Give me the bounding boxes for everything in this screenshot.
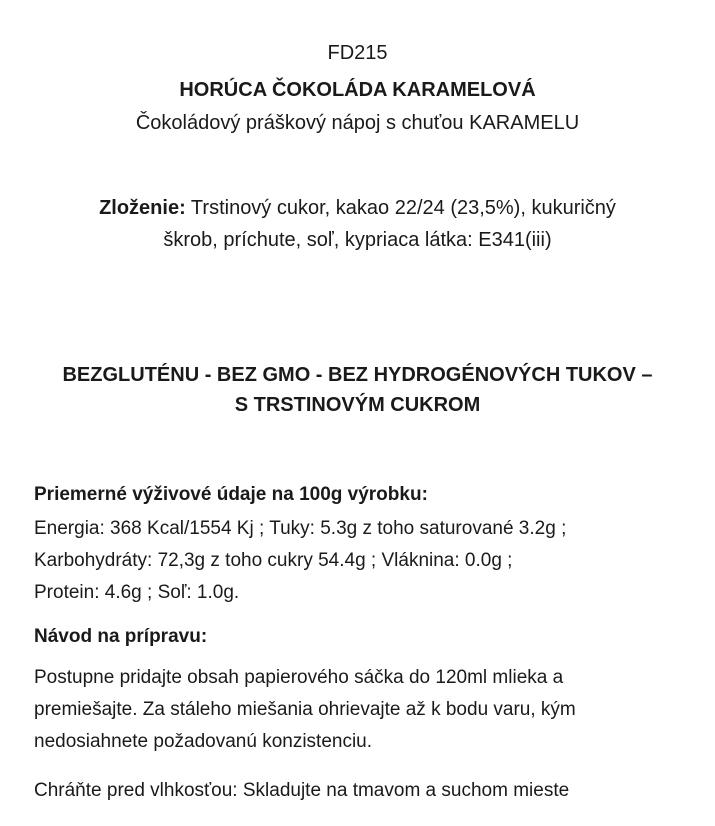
composition-line-1 (60, 192, 655, 224)
nutrition-line: Protein: 4.6g ; Soľ: 1.0g. (34, 582, 240, 603)
preparation-line: nedosiahnete požadovanú konzistenciu. (34, 731, 373, 752)
composition-text-2: škrob, príchute, soľ, kypriaca látka: E341(iii) (163, 229, 552, 251)
nutrition-heading: Priemerné výživové údaje na 100g výrobku: (34, 484, 428, 505)
claims-section (0, 360, 715, 420)
nutrition-line: Karbohydráty: 72,3g z toho cukry 54.4g ; Vláknina: 0.0g ; (34, 550, 513, 571)
storage-instructions: Chráňte pred vlhkosťou: Skladujte na tmavom a suchom mieste (34, 780, 570, 801)
claims-line-2: S TRSTINOVÝM CUKROM (234, 394, 481, 416)
product-code: FD215 (327, 42, 388, 64)
composition-section (0, 192, 715, 256)
preparation-heading: Návod na prípravu: (34, 626, 208, 647)
product-subtitle: Čokoládový práškový nápoj s chuťou KARAMELU (135, 112, 580, 134)
composition-label: Zloženie: (99, 197, 186, 219)
composition-text-1: Trstinový cukor, kakao 22/24 (23,5%), kukuričný (185, 197, 616, 219)
preparation-line: premiešajte. Za stáleho miešania ohrievajte až k bodu varu, kým (34, 699, 576, 720)
preparation-section (34, 662, 694, 758)
claims-line-1: BEZGLUTÉNU - BEZ GMO - BEZ HYDROGÉNOVÝCH TUKOV – (62, 364, 653, 386)
preparation-line: Postupne pridajte obsah papierového sáčka do 120ml mlieka a (34, 667, 564, 688)
nutrition-section (34, 513, 694, 609)
nutrition-line: Energia: 368 Kcal/1554 Kj ; Tuky: 5.3g z toho saturované 3.2g ; (34, 518, 567, 539)
product-title: HORÚCA ČOKOLÁDA KARAMELOVÁ (179, 79, 536, 101)
